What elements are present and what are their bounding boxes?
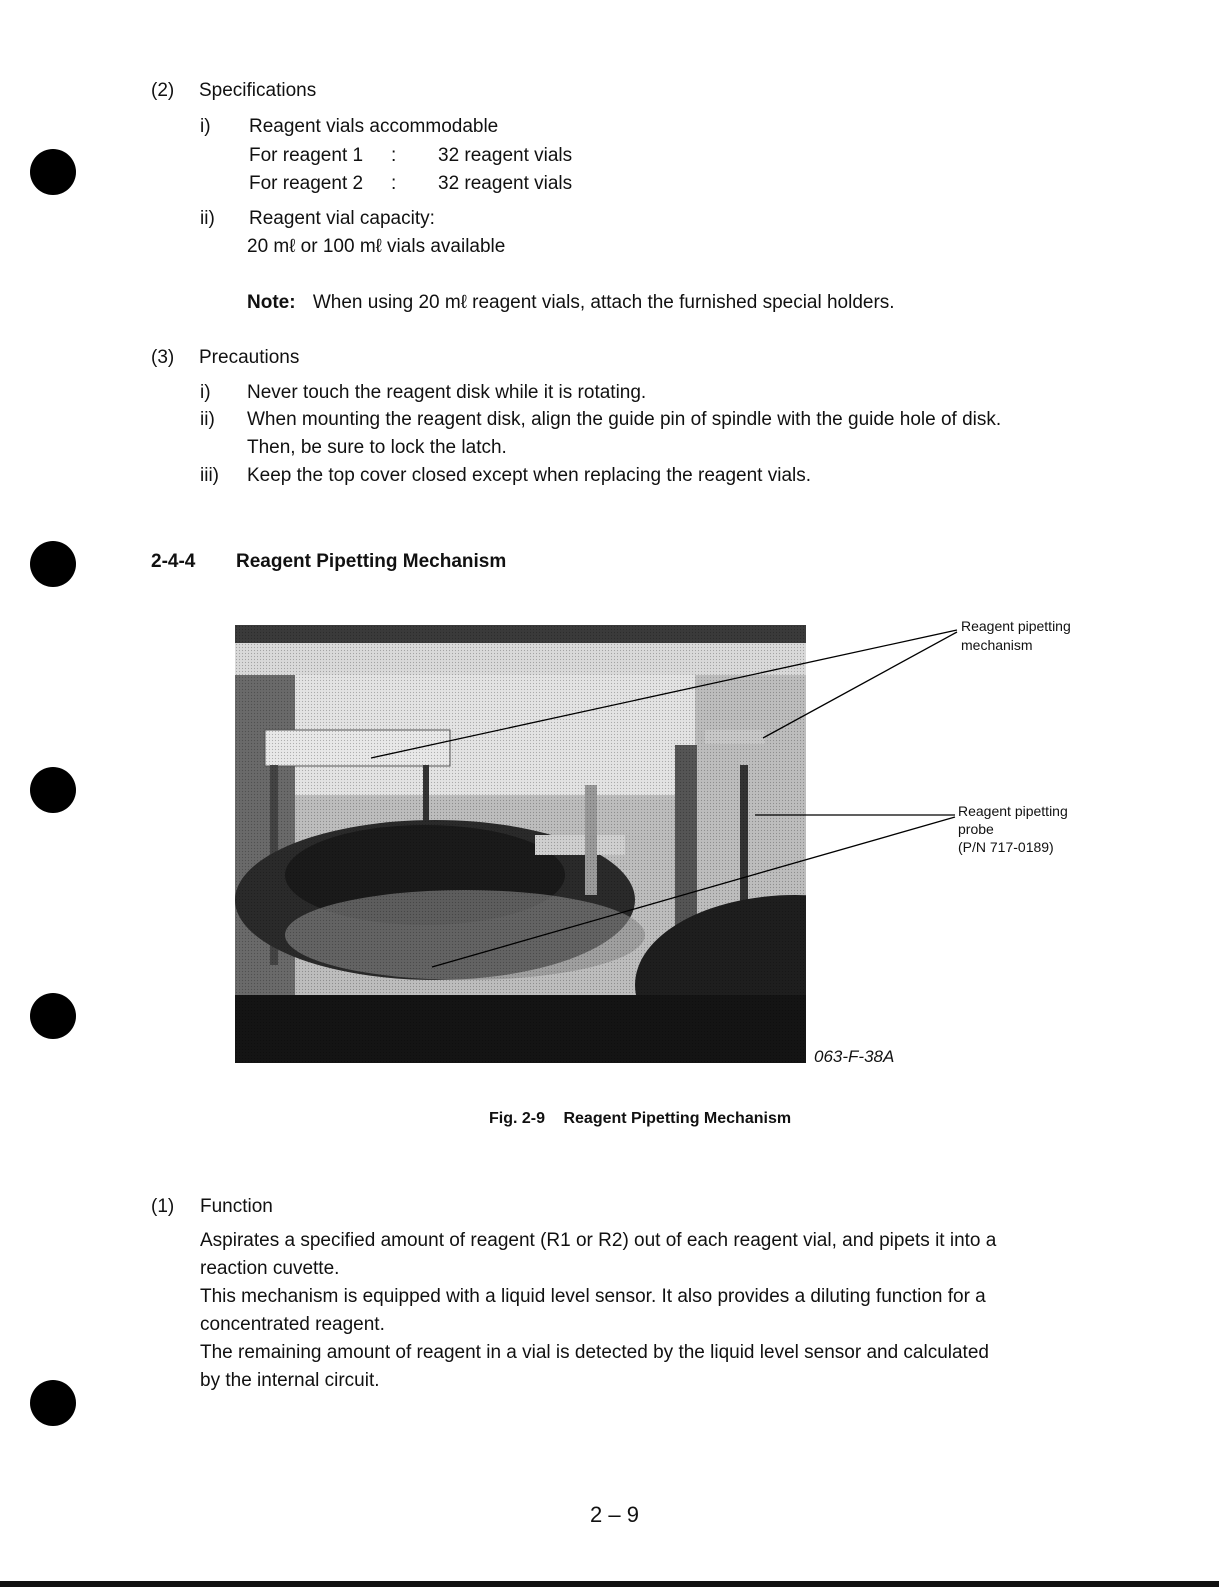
binder-hole (30, 149, 76, 195)
note (247, 291, 895, 315)
precaution2-number: ii) (200, 409, 215, 430)
function-line: The remaining amount of reagent in a vial is detected by the liquid level sensor and calculated (200, 1342, 989, 1363)
precaution2-text-cont: Then, be sure to lock the latch. (247, 437, 507, 458)
reagent1-label: For reagent 1 (249, 145, 364, 166)
function-line: reaction cuvette. (200, 1258, 340, 1279)
binder-hole (30, 541, 76, 587)
function-line: concentrated reagent. (200, 1314, 385, 1335)
binder-hole (30, 993, 76, 1039)
page-number: 2 – 9 (590, 1502, 639, 1527)
photo-id: 063-F-38A (814, 1047, 895, 1066)
reagent2-label: For reagent 2 (249, 173, 364, 194)
spec-item2-value: 20 mℓ or 100 mℓ vials available (247, 236, 506, 257)
spec-item2-number: ii) (200, 208, 215, 229)
specifications-heading: Specifications (199, 80, 317, 101)
reagent1-colon: : (391, 145, 397, 166)
spec-item2-title: Reagent vial capacity: (249, 208, 435, 229)
function-line: Aspirates a specified amount of reagent (R1 or R2) out of each reagent vial, and pipets it into a (200, 1230, 997, 1251)
reagent-pipetting-photo (235, 625, 806, 1063)
precaution1-number: i) (200, 382, 211, 403)
note-label: Note: (247, 292, 296, 313)
spec-item1-number: i) (200, 116, 211, 137)
function-number: (1) (151, 1196, 175, 1217)
spec-item1-title: Reagent vials accommodable (249, 116, 499, 137)
function-line: by the internal circuit. (200, 1370, 380, 1391)
callout-probe-partnumber: (P/N 717-0189) (958, 839, 1054, 855)
precaution3-number: iii) (200, 465, 219, 486)
reagent2-colon: : (391, 173, 397, 194)
precautions-number: (3) (151, 347, 175, 368)
binder-hole (30, 767, 76, 813)
callout-mechanism-line2: mechanism (961, 637, 1033, 653)
figure-number: Fig. 2-9 (489, 1110, 546, 1127)
section-number: 2-4-4 (151, 551, 196, 572)
function-line: This mechanism is equipped with a liquid level sensor. It also provides a diluting function for a (200, 1286, 986, 1307)
precaution2-text: When mounting the reagent disk, align the guide pin of spindle with the guide hole of disk. (247, 409, 1002, 430)
callout-probe-line1: Reagent pipetting (958, 803, 1068, 819)
reagent1-value: 32 reagent vials (438, 145, 573, 166)
figure-title: Reagent Pipetting Mechanism (563, 1110, 792, 1127)
callout-probe-line2: probe (958, 821, 994, 837)
specifications-number: (2) (151, 80, 175, 101)
precaution3-text: Keep the top cover closed except when replacing the reagent vials. (247, 465, 812, 486)
reagent2-value: 32 reagent vials (438, 173, 573, 194)
callout-mechanism-line1: Reagent pipetting (961, 618, 1071, 634)
section-title: Reagent Pipetting Mechanism (236, 551, 507, 572)
function-heading: Function (200, 1196, 273, 1217)
precaution1-text: Never touch the reagent disk while it is rotating. (247, 382, 647, 403)
binder-hole (30, 1380, 76, 1426)
page-bottom-border (0, 1581, 1219, 1587)
figure-caption (489, 1110, 791, 1128)
precautions-heading: Precautions (199, 347, 300, 368)
note-text: When using 20 mℓ reagent vials, attach the furnished special holders. (312, 292, 895, 313)
